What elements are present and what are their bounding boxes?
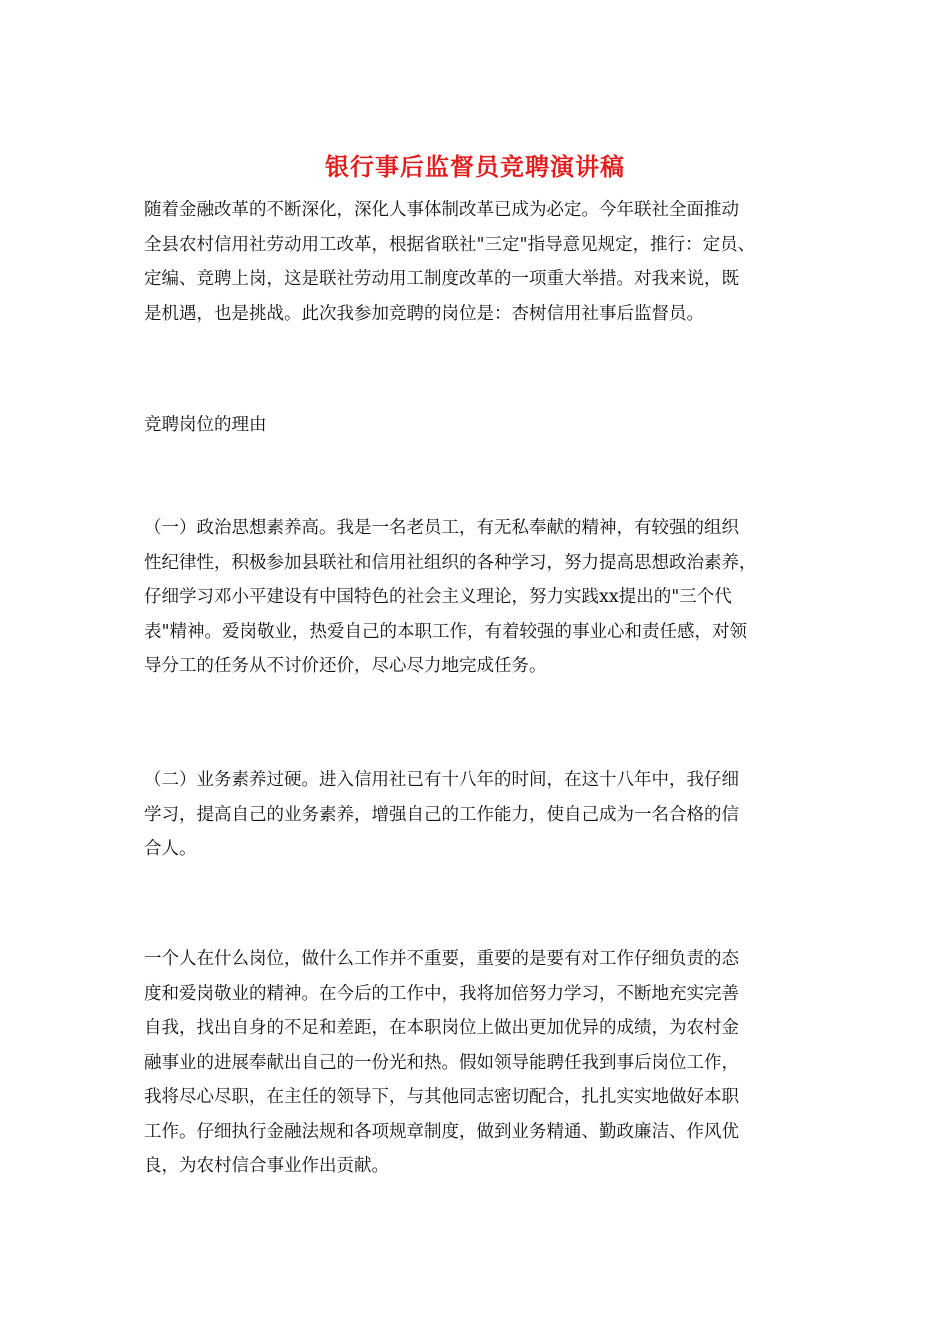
text-line: 表"精神。爱岗敬业，热爱自己的本职工作，有着较强的事业心和责任感，对领	[144, 621, 748, 642]
text-line: （二）业务素养过硬。进入信用社已有十八年的时间，在这十八年中，我仔细	[144, 770, 739, 790]
text-line: 工作。仔细执行金融法规和各项规章制度，做到业务精通、勤政廉洁、作风优	[144, 1121, 739, 1142]
text-line: 性纪律性，积极参加县联社和信用社组织的各种学习，努力提高思想政治素养，	[144, 552, 757, 573]
text-line: 良，为农村信合事业作出贡献。	[144, 1156, 389, 1176]
text-line: 我将尽心尽职，在主任的领导下，与其他同志密切配合，扎扎实实地做好本职	[144, 1087, 739, 1107]
text-line: 融事业的进展奉献出自己的一份光和热。假如领导能聘任我到事后岗位工作，	[144, 1052, 739, 1073]
text-line: 学习，提高自己的业务素养，增强自己的工作能力，使自己成为一名合格的信	[144, 804, 739, 825]
document-title: 银行事后监督员竞聘演讲稿	[325, 152, 625, 181]
text-line: 是机遇，也是挑战。此次我参加竞聘的岗位是：杏树信用社事后监督员。	[144, 303, 704, 324]
text-line: 随着金融改革的不断深化，深化人事体制改革已成为必定。今年联社全面推动	[144, 200, 739, 220]
text-line: 定编、竞聘上岗，这是联社劳动用工制度改革的一项重大举措。对我来说，既	[144, 269, 739, 289]
paragraph-political-quality	[144, 511, 808, 684]
text-line: 竞聘岗位的理由	[144, 415, 267, 435]
text-line: 一个人在什么岗位，做什么工作并不重要，重要的是要有对工作仔细负责的态	[144, 949, 739, 969]
paragraph-business-quality	[144, 763, 808, 867]
paragraph-conclusion	[144, 942, 808, 1184]
text-line: 全县农村信用社劳动用工改革，根据省联社"三定"指导意见规定，推行：定员、	[144, 234, 756, 255]
section-heading-reasons	[144, 408, 808, 443]
text-line: 自我，找出自身的不足和差距，在本职岗位上做出更加优异的成绩，为农村金	[144, 1018, 739, 1038]
text-line: 度和爱岗敬业的精神。在今后的工作中，我将加倍努力学习，不断地充实完善	[144, 983, 739, 1004]
text-line: 导分工的任务从不讨价还价，尽心尽力地完成任务。	[144, 656, 547, 676]
text-line: 仔细学习邓小平建设有中国特色的社会主义理论，努力实践xx提出的"三个代	[144, 587, 732, 607]
text-line: （一）政治思想素养高。我是一名老员工，有无私奉献的精神，有较强的组织	[144, 518, 739, 538]
text-line: 合人。	[144, 839, 197, 859]
paragraph-intro	[144, 193, 808, 331]
